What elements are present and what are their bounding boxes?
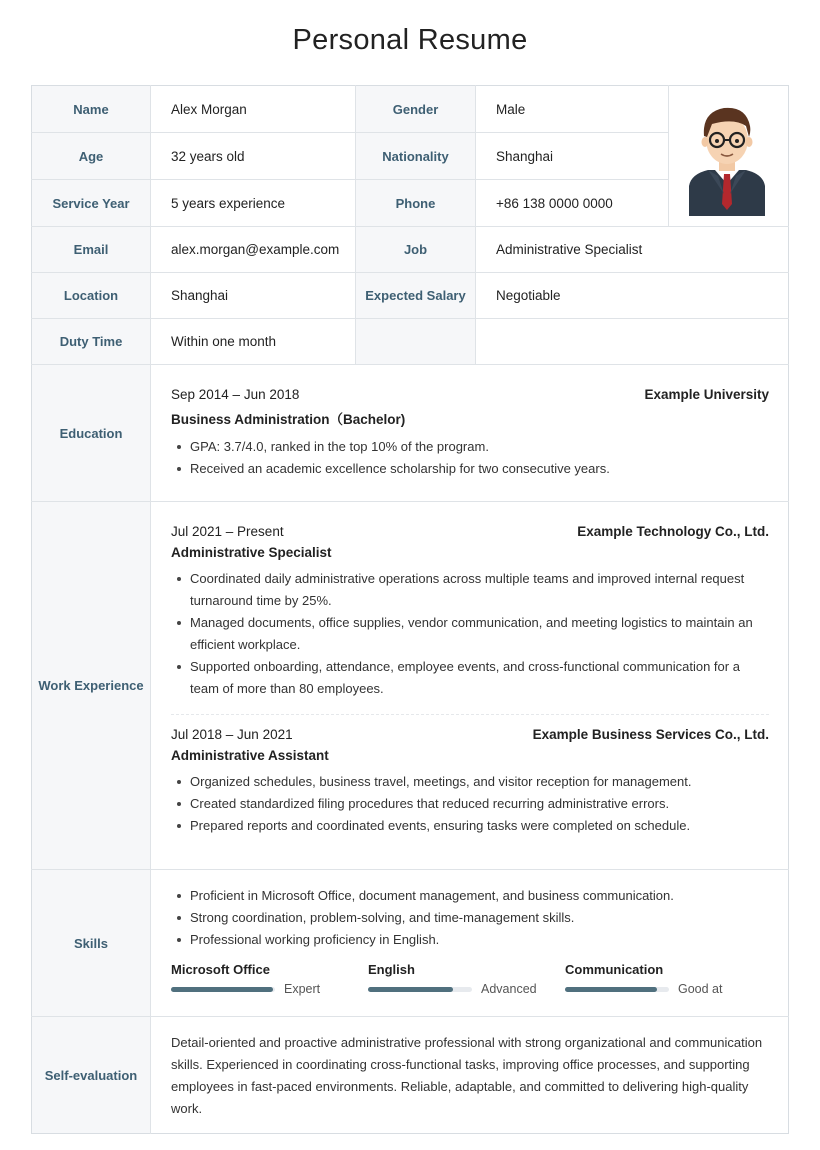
gender-label: Gender: [356, 86, 475, 132]
education-period: Sep 2014 – Jun 2018: [171, 387, 300, 402]
list-item: Coordinated daily administrative operations across multiple teams and improved internal request turnaround time by 25%.: [171, 568, 769, 612]
education-major: Business Administration（Bachelor): [171, 412, 406, 427]
skill-level: Expert: [284, 982, 321, 996]
person-avatar-icon: [688, 104, 766, 216]
gender-value: Male: [496, 101, 526, 117]
list-item: Strong coordination, problem-solving, and time-management skills.: [171, 907, 769, 929]
avatar: [688, 104, 766, 216]
age-label: Age: [32, 133, 150, 179]
skill-english: [368, 962, 558, 996]
page-title: Personal Resume: [292, 24, 528, 56]
list-item: Professional working proficiency in English.: [171, 929, 769, 951]
duty-time-value: Within one month: [171, 334, 277, 349]
skill-bar-fill: [565, 987, 657, 992]
work-section: [171, 524, 769, 837]
skill-name: English: [368, 962, 415, 977]
work-experience-label: Work Experience: [32, 502, 150, 869]
skill-bar: [565, 987, 669, 992]
email-value: alex.morgan@example.com: [171, 242, 340, 257]
education-school: Example University: [644, 387, 769, 402]
self-evaluation-label: Self-evaluation: [32, 1017, 150, 1133]
skill-bar: [368, 987, 472, 992]
list-item: Prepared reports and coordinated events, ensuring tasks were completed on schedule.: [171, 815, 769, 837]
skill-microsoft-office: [171, 962, 361, 996]
job-company: Example Technology Co., Ltd.: [577, 524, 769, 539]
job-role: Administrative Assistant: [171, 748, 329, 763]
skill-level: Advanced: [481, 982, 537, 996]
divider: [668, 85, 669, 226]
skill-level: Good at: [678, 982, 723, 996]
location-value: Shanghai: [171, 288, 229, 303]
name-label: Name: [32, 86, 150, 132]
email-label: Email: [32, 227, 150, 272]
skills-label: Skills: [32, 870, 150, 1016]
job-label: Job: [356, 227, 475, 272]
list-item: Organized schedules, business travel, meetings, and visitor reception for management.: [171, 771, 769, 793]
self-evaluation-text: Detail-oriented and proactive administrative professional with strong organizational and communication skills. Experienced in coordinating cross-functional tasks, improving office processes, and supporting employees in fast-paced environments. Reliable, adaptable, and committed to delivering high-quality work.: [171, 1035, 763, 1116]
age-value: 32 years old: [171, 148, 245, 164]
phone-label: Phone: [356, 180, 475, 226]
salary-label: Expected Salary: [356, 273, 475, 318]
job-company: Example Business Services Co., Ltd.: [532, 727, 769, 742]
location-label: Location: [32, 273, 150, 318]
skill-bar-fill: [171, 987, 273, 992]
list-item: Managed documents, office supplies, vendor communication, and meeting logistics to maintain an efficient workplace.: [171, 612, 769, 656]
salary-value: Negotiable: [496, 288, 561, 303]
divider: [171, 714, 769, 715]
job-role: Administrative Specialist: [171, 545, 332, 560]
education-label: Education: [32, 365, 150, 501]
phone-value: +86 138 0000 0000: [496, 195, 613, 211]
skill-bar: [171, 987, 275, 992]
service-year-label: Service Year: [32, 180, 150, 226]
duty-time-label: Duty Time: [32, 319, 150, 364]
skill-name: Microsoft Office: [171, 962, 270, 977]
skill-communication: [565, 962, 755, 996]
list-item: Proficient in Microsoft Office, document management, and business communication.: [171, 885, 769, 907]
nationality-value: Shanghai: [496, 148, 554, 164]
education-section: [171, 387, 769, 480]
empty-label-cell: [356, 319, 475, 364]
service-year-value: 5 years experience: [171, 195, 286, 211]
job-period: Jul 2021 – Present: [171, 524, 284, 539]
nationality-label: Nationality: [356, 133, 475, 179]
skill-name: Communication: [565, 962, 664, 977]
job-value: Administrative Specialist: [496, 242, 643, 257]
job-period: Jul 2018 – Jun 2021: [171, 727, 293, 742]
skill-bar-fill: [368, 987, 453, 992]
list-item: Created standardized filing procedures that reduced recurring administrative errors.: [171, 793, 769, 815]
list-item: Received an academic excellence scholarship for two consecutive years.: [171, 458, 769, 480]
list-item: Supported onboarding, attendance, employee events, and cross-functional communication for a team of more than 80 employees.: [171, 656, 769, 700]
list-item: GPA: 3.7/4.0, ranked in the top 10% of the program.: [171, 436, 769, 458]
skills-section: [171, 885, 769, 951]
name-value: Alex Morgan: [171, 101, 247, 117]
